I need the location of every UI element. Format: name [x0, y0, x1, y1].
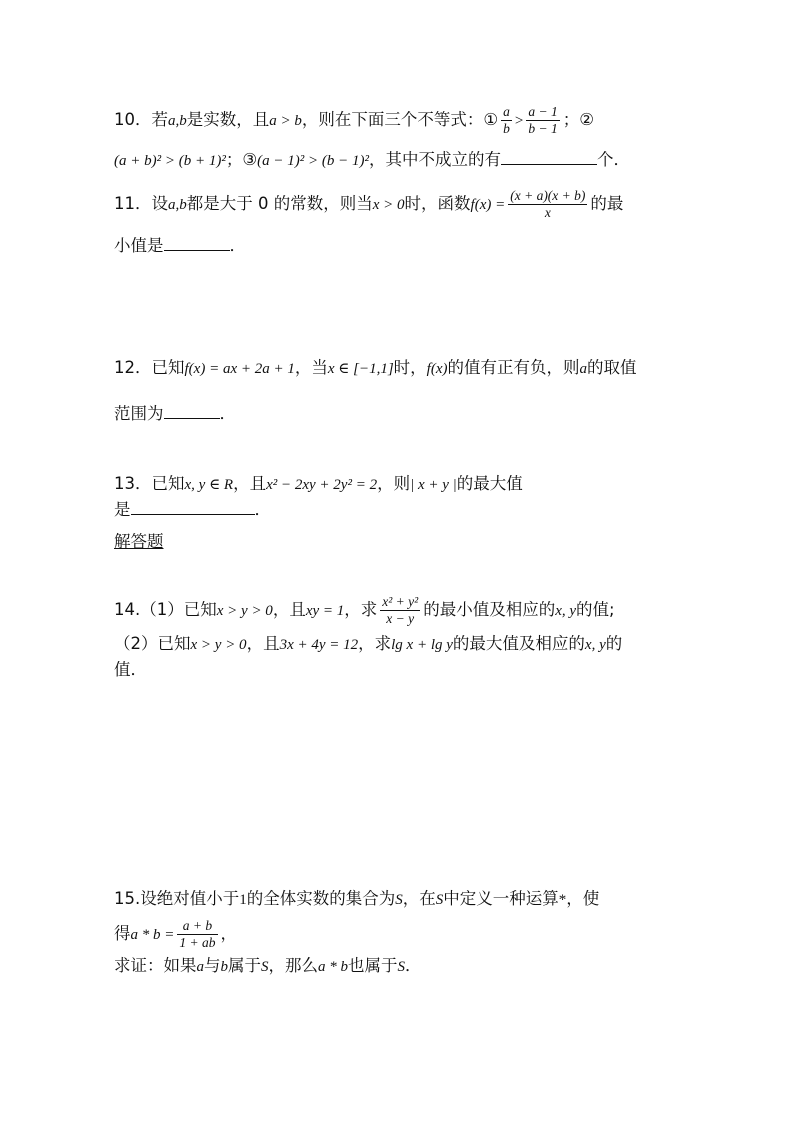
q13-number: 13．已知 — [114, 474, 185, 493]
section-heading: 解答题 — [114, 532, 164, 551]
q11-line1: 11．设a,b都是大于 0 的常数，则当x > 0时，函数f(x) = $\frac{(x + a)(x + b)}{x}$ 的最 — [114, 188, 624, 220]
q13-line1: 13．已知x, y ∈ R，且x² − 2xy + 2y² = 2，则| x + y |的最大值 — [114, 474, 523, 493]
q11-line2: 小值是 ． — [114, 236, 246, 255]
q14-line1: 14.（1）已知x > y > 0，且xy = 1，求 $\frac{\text{x² + y²}}{x - y}$ 的最小值及相应的x, y的值; — [114, 594, 615, 626]
q14-fraction: $\frac{\text{x² + y²}}{x - y}$ — [382, 594, 419, 626]
q12-line1: 12．已知f(x) = ax + 2a + 1，当x ∈ [−1,1]时，f(x)的值有正有负，则a的取值 — [114, 358, 637, 377]
q10-fraction-1: $\frac{a}{b}$ — [503, 104, 510, 136]
q15-number: 15.设绝对值小于 — [114, 889, 240, 908]
q12-answer-blank — [164, 402, 220, 419]
q10-line1: 10．若a,b是实数，且a > b，则在下面三个不等式：① $\frac{a}{b}$ > $\frac{a - 1}{b - 1}$ ；② — [114, 104, 595, 136]
q14-line3: 值． — [114, 660, 147, 679]
q13-answer-blank — [131, 498, 255, 515]
q14-line2: （2）已知x > y > 0，且3x + 4y = 12，求lg x + lg y的最大值及相应的x, y的 — [114, 634, 623, 653]
q12-number: 12．已知 — [114, 358, 185, 377]
q10-answer-blank — [501, 148, 597, 165]
q12-line2: 范围为 ． — [114, 404, 236, 423]
q11-fraction: $\frac{(x + a)(x + b)}{x}$ — [510, 188, 586, 220]
q10-line2: (a + b)² > (b + 1)²；③(a − 1)² > (b − 1)²，其中不成立的有 个． — [114, 150, 630, 169]
q15-line3: 求证：如果a与b属于S，那么a * b也属于S． — [114, 956, 422, 975]
q11-number: 11．设 — [114, 194, 168, 213]
q11-answer-blank — [164, 234, 230, 251]
q15-fraction: $\frac{a + b}{1 + ab}$ — [179, 918, 216, 950]
q15-line1: 15.设绝对值小于1的全体实数的集合为S，在S中定义一种运算*，使 — [114, 889, 600, 908]
q14-number: 14.（1）已知 — [114, 600, 217, 619]
q10-fraction-2: $\frac{a - 1}{b - 1}$ — [528, 104, 558, 136]
q13-line2: 是 ． — [114, 500, 271, 519]
q15-line2: 得a * b = $\frac{a + b}{1 + ab}$ ， — [114, 918, 237, 950]
q10-number: 10．若 — [114, 110, 168, 129]
